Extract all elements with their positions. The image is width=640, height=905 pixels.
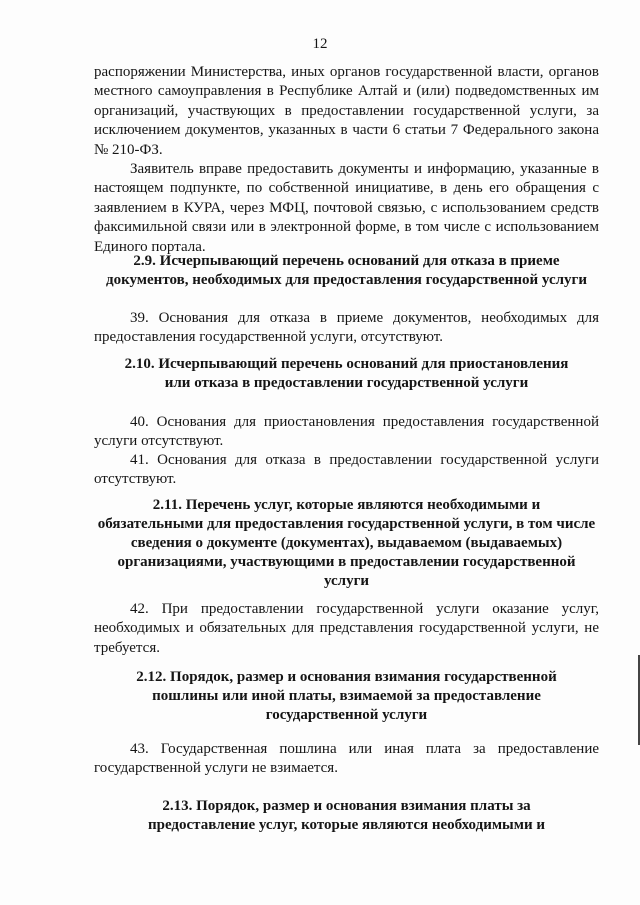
text-line: 42. При предоставлении государственной услуги оказание услуг, xyxy=(130,601,599,617)
text-line: 41. Основания для отказа в предоставлении государственной услуги xyxy=(130,452,599,468)
section-heading-2-10 xyxy=(94,355,599,393)
text-line: требуется. xyxy=(94,639,160,656)
paragraph-42 xyxy=(94,600,599,658)
text-line: отсутствуют. xyxy=(94,471,177,488)
text-line: № 210-ФЗ. xyxy=(94,141,163,158)
paragraph-continuation xyxy=(94,63,599,160)
section-heading-2-9 xyxy=(94,252,599,290)
heading-line: 2.13. Порядок, размер и основания взимания платы за xyxy=(162,798,531,814)
text-line: исключением документов, указанных в части 6 статьи 7 Федерального закона xyxy=(94,122,599,139)
text-line: местного самоуправления в Республике Алтай и (или) подведомственных им xyxy=(94,83,599,100)
heading-line: 2.12. Порядок, размер и основания взимания государственной xyxy=(136,669,557,685)
heading-line: организациями, участвующими в предоставлении государственной xyxy=(117,554,576,570)
text-line: 43. Государственная пошлина или иная плата за предоставление xyxy=(130,741,599,757)
section-heading-2-12 xyxy=(94,668,599,725)
text-line: распоряжении Министерства, иных органов государственной власти, органов xyxy=(94,64,599,80)
heading-line: сведения о документе (документах), выдаваемом (выдаваемых) xyxy=(130,535,563,551)
section-heading-2-13 xyxy=(94,797,599,835)
paragraph-43 xyxy=(94,740,599,779)
page-number: 12 xyxy=(312,36,328,52)
text-line: услуги отсутствуют. xyxy=(94,433,224,450)
text-line: 39. Основания для отказа в приеме документов, необходимых для xyxy=(130,310,599,326)
text-line: заявлением в КУРА, через МФЦ, почтовой связью, с использованием средств xyxy=(94,199,599,216)
text-line: организаций, участвующих в предоставлении государственной услуги, за xyxy=(94,102,599,119)
text-line: факсимильной связи или в электронной форме, в том числе с использованием xyxy=(94,219,599,236)
heading-line: предоставление услуг, которые являются необходимыми и xyxy=(147,817,546,833)
text-line: государственной услуги не взимается. xyxy=(94,760,338,777)
text-line: Заявитель вправе предоставить документы и информацию, указанные в xyxy=(130,161,599,177)
text-line: Единого портала. xyxy=(94,238,206,255)
heading-line: документов, необходимых для предоставления государственной услуги xyxy=(105,272,588,288)
heading-line: пошлины или иной платы, взимаемой за предоставление xyxy=(152,688,541,704)
text-line: настоящем подпункте, по собственной инициативе, в день его обращения с xyxy=(94,180,599,197)
text-line: необходимых и обязательных для представления государственной услуги, не xyxy=(94,620,599,637)
heading-line: 2.9. Исчерпывающий перечень оснований для отказа в приеме xyxy=(133,253,560,269)
paragraph-40 xyxy=(94,413,599,452)
section-heading-2-11 xyxy=(94,496,599,591)
heading-line: 2.11. Перечень услуг, которые являются необходимыми и xyxy=(152,497,541,513)
paragraph-41 xyxy=(94,451,599,490)
heading-line: услуги xyxy=(323,573,370,589)
heading-line: государственной услуги xyxy=(265,707,428,723)
heading-line: или отказа в предоставлении государственной услуги xyxy=(164,375,529,391)
paragraph-39 xyxy=(94,309,599,348)
text-line: 40. Основания для приостановления предоставления государственной xyxy=(130,414,599,430)
heading-line: обязательными для предоставления государственной услуги, в том числе xyxy=(97,516,596,532)
heading-line: 2.10. Исчерпывающий перечень оснований для приостановления xyxy=(124,356,569,372)
text-line: предоставления государственной услуги, отсутствуют. xyxy=(94,329,443,346)
paragraph-applicant-rights xyxy=(94,160,599,257)
